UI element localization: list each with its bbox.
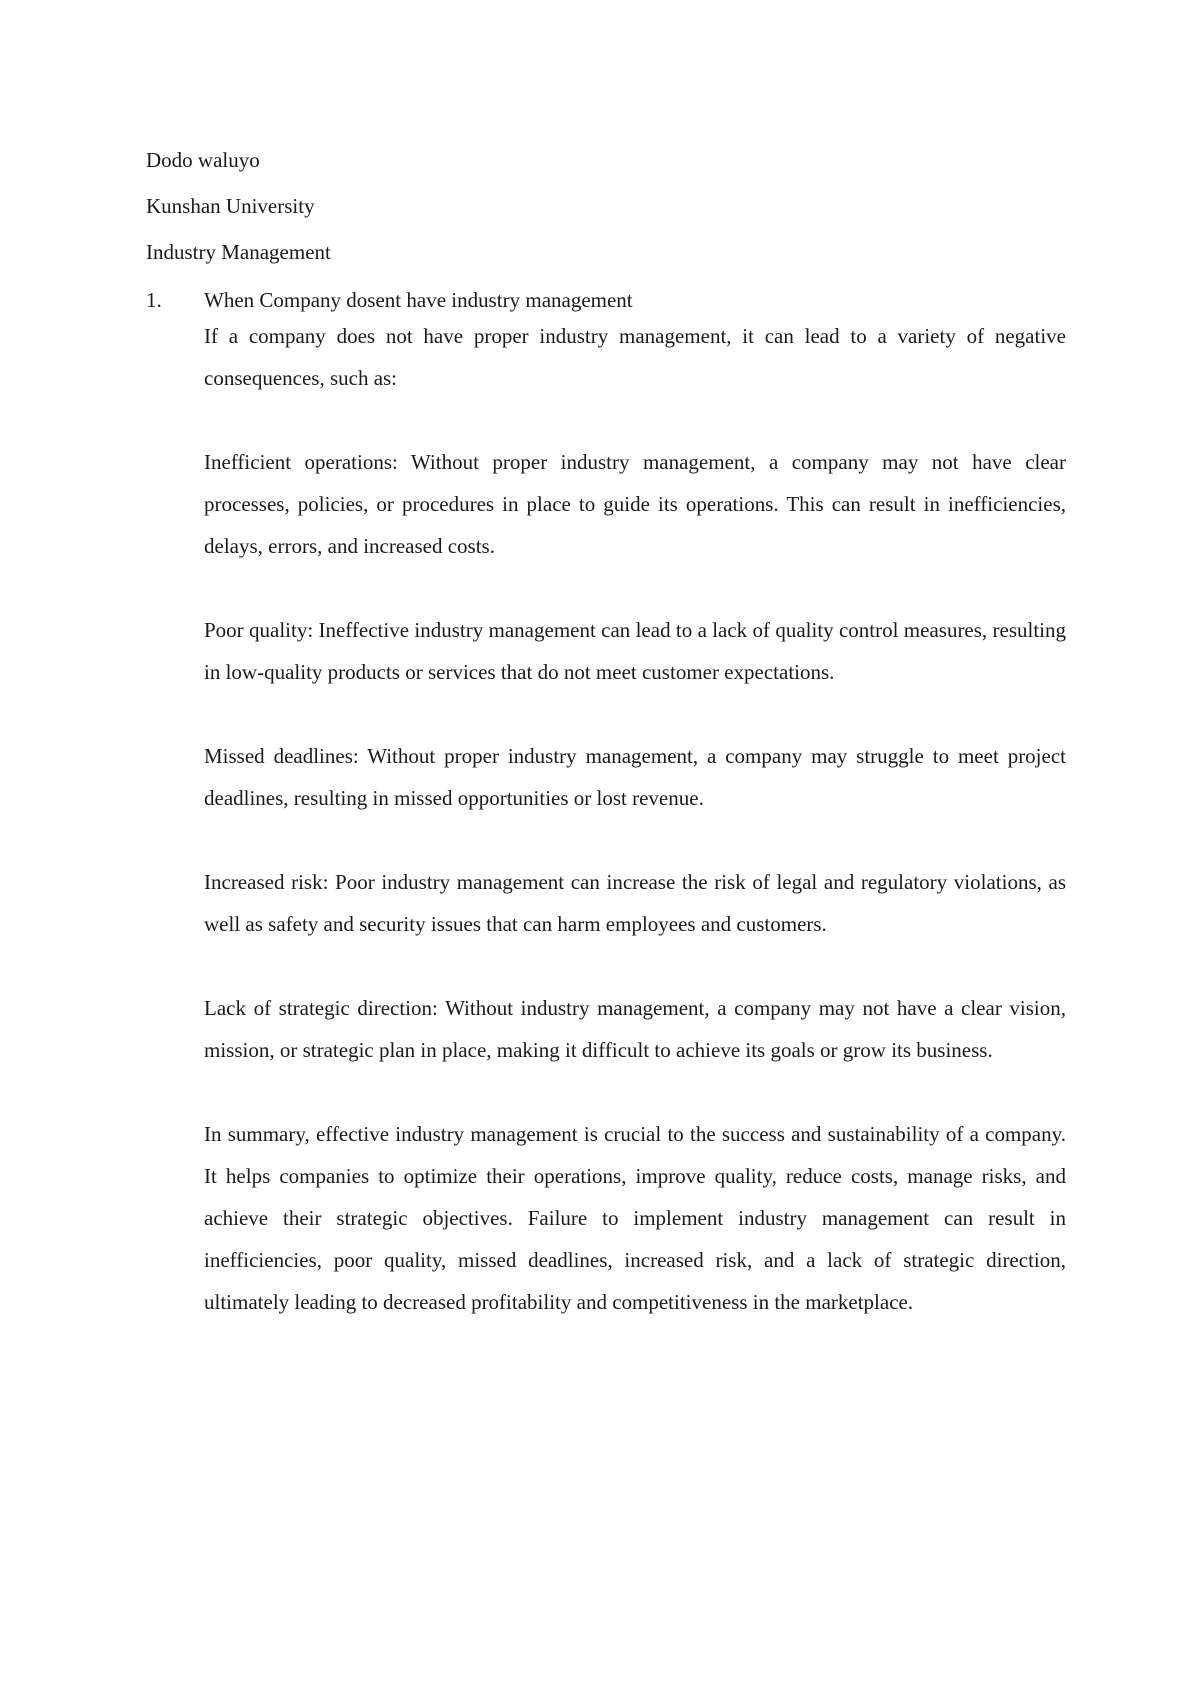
paragraph-summary: In summary, effective industry management is crucial to the success and sustainability of a company. It helps companies to optimize their operations, improve quality, reduce costs, manage risks, and achieve their strategic objectives. Failure to implement industry management can result in inefficiencies, poor quality, missed deadlines, increased risk, and a lack of strategic direction, ultimately leading to decreased profitability and competitiveness in the marketplace.: [204, 1122, 1066, 1314]
course-title: Industry Management: [146, 240, 331, 264]
item-heading: When Company dosent have industry management: [204, 288, 633, 312]
author-name: Dodo waluyo: [146, 148, 260, 172]
intro-paragraph: If a company does not have proper industry management, it can lead to a variety of negative consequences, such as:: [204, 324, 1066, 390]
paragraph-lack-of-strategic-direction: Lack of strategic direction: Without industry management, a company may not have a clear vision, mission, or strategic plan in place, making it difficult to achieve its goals or grow its business.: [204, 996, 1066, 1062]
paragraph-missed-deadlines: Missed deadlines: Without proper industry management, a company may struggle to meet project deadlines, resulting in missed opportunities or lost revenue.: [204, 744, 1066, 810]
institution-name: Kunshan University: [146, 194, 315, 218]
paragraph-inefficient-operations: Inefficient operations: Without proper industry management, a company may not have clear processes, policies, or procedures in place to guide its operations. This can result in inefficiencies, delays, errors, and increased costs.: [204, 450, 1066, 558]
paragraph-poor-quality: Poor quality: Ineffective industry management can lead to a lack of quality control measures, resulting in low-quality products or services that do not meet customer expectations.: [204, 618, 1066, 684]
paragraph-increased-risk: Increased risk: Poor industry management can increase the risk of legal and regulatory violations, as well as safety and security issues that can harm employees and customers.: [204, 870, 1066, 936]
item-body: [204, 285, 1066, 1323]
item-number: 1.: [146, 288, 162, 312]
